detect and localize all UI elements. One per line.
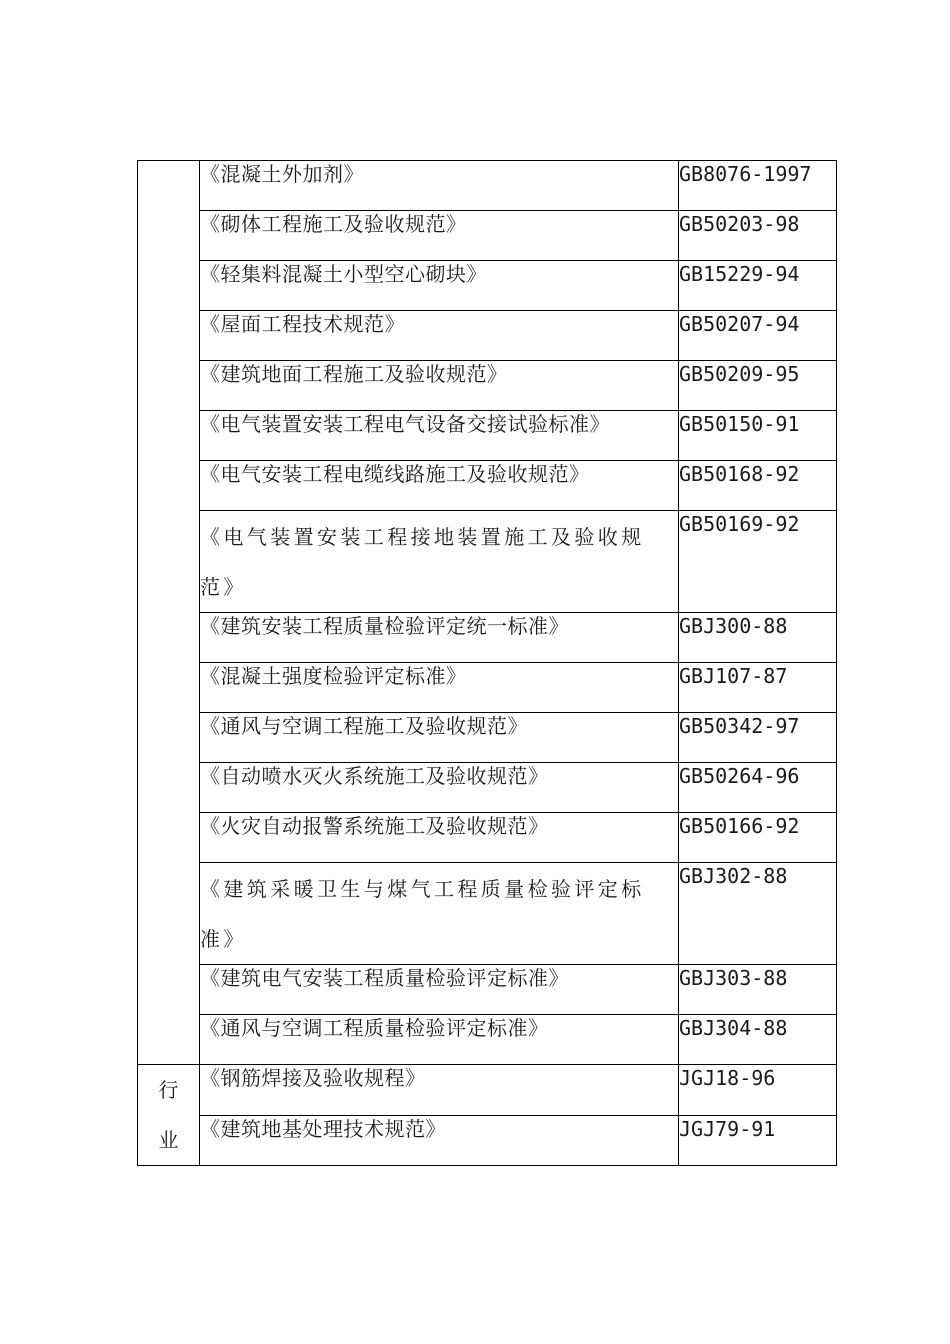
standard-name: 《电气装置安装工程接地装置施工及验收规范》 — [200, 511, 679, 613]
standard-code: GBJ107-87 — [679, 663, 837, 713]
standard-code: GB50169-92 — [679, 511, 837, 613]
table-row — [138, 161, 837, 211]
standard-code: GB15229-94 — [679, 261, 837, 311]
table-row — [138, 311, 837, 361]
standards-table — [137, 160, 837, 1065]
standard-code: GBJ300-88 — [679, 613, 837, 663]
standard-name: 《火灾自动报警系统施工及验收规范》 — [200, 813, 679, 863]
standard-name: 《砌体工程施工及验收规范》 — [200, 211, 679, 261]
standard-code: GB50203-98 — [679, 211, 837, 261]
table-row — [138, 1115, 837, 1166]
standard-code: GBJ302-88 — [679, 863, 837, 965]
standard-name: 《屋面工程技术规范》 — [200, 311, 679, 361]
table-row — [138, 763, 837, 813]
standard-name: 《轻集料混凝土小型空心砌块》 — [200, 261, 679, 311]
standard-code: GB8076-1997 — [679, 161, 837, 211]
standard-name: 《电气安装工程电缆线路施工及验收规范》 — [200, 461, 679, 511]
standard-name: 《电气装置安装工程电气设备交接试验标准》 — [200, 411, 679, 461]
standard-code: GB50207-94 — [679, 311, 837, 361]
standard-name: 《建筑安装工程质量检验评定统一标准》 — [200, 613, 679, 663]
industry-standards-table — [137, 1064, 837, 1166]
national-category-cell — [138, 161, 200, 1065]
table-row — [138, 1015, 837, 1065]
table-row — [138, 261, 837, 311]
standard-name: 《建筑地基处理技术规范》 — [200, 1115, 679, 1166]
table-row — [138, 663, 837, 713]
standard-name: 《通风与空调工程施工及验收规范》 — [200, 713, 679, 763]
standard-code: GB50168-92 — [679, 461, 837, 511]
standard-code: GB50209-95 — [679, 361, 837, 411]
table-row — [138, 461, 837, 511]
standard-code: GBJ304-88 — [679, 1015, 837, 1065]
standard-name: 《钢筋焊接及验收规程》 — [200, 1065, 679, 1116]
standard-name: 《混凝土强度检验评定标准》 — [200, 663, 679, 713]
category-label-char: 行 — [158, 1078, 179, 1102]
standard-code: GB50150-91 — [679, 411, 837, 461]
table-row — [138, 1065, 837, 1116]
table-row — [138, 613, 837, 663]
table-row — [138, 813, 837, 863]
standard-code: JGJ18-96 — [679, 1065, 837, 1116]
standard-name: 《建筑地面工程施工及验收规范》 — [200, 361, 679, 411]
standard-code: GBJ303-88 — [679, 965, 837, 1015]
standard-code: JGJ79-91 — [679, 1115, 837, 1166]
standard-name: 《通风与空调工程质量检验评定标准》 — [200, 1015, 679, 1065]
table-row — [138, 511, 837, 613]
table-row — [138, 361, 837, 411]
standard-code: GB50264-96 — [679, 763, 837, 813]
table-row — [138, 965, 837, 1015]
category-label-char: 业 — [158, 1128, 179, 1152]
standard-name: 《建筑电气安装工程质量检验评定标准》 — [200, 965, 679, 1015]
standard-name: 《建筑采暖卫生与煤气工程质量检验评定标准》 — [200, 863, 679, 965]
table-row — [138, 411, 837, 461]
table-row — [138, 713, 837, 763]
standard-name: 《混凝土外加剂》 — [200, 161, 679, 211]
table-row — [138, 863, 837, 965]
industry-category-cell — [138, 1065, 200, 1166]
standard-code: GB50342-97 — [679, 713, 837, 763]
table-row — [138, 211, 837, 261]
standard-code: GB50166-92 — [679, 813, 837, 863]
standard-name: 《自动喷水灭火系统施工及验收规范》 — [200, 763, 679, 813]
